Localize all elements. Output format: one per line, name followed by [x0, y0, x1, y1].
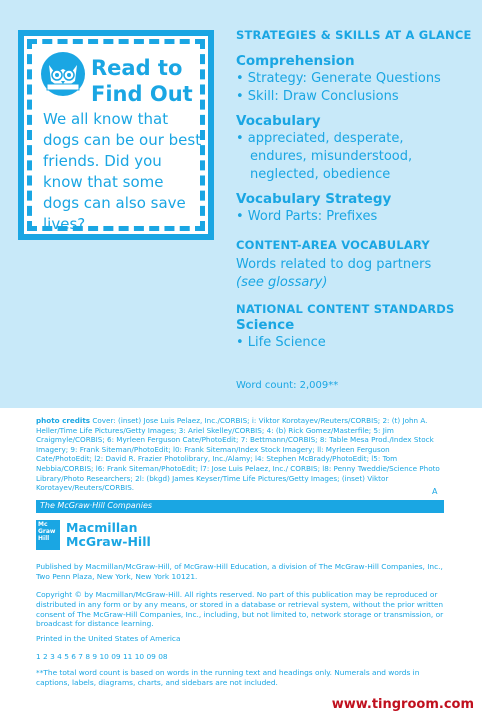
- word-count-note: **The total word count is based on words in the running text and headings only. Numerals and words in captions, labels, diagrams, charts, and sidebars are not included.: [36, 668, 420, 687]
- copyright: Copyright © by Macmillan/McGraw-Hill. All rights reserved. No part of this publication may be reproduced or distributed in any form or by any means, or stored in a database or retrieval system, without the prior written consent of The McGraw-Hill Companies, Inc., including, but not limited to, network storage or transmission, or broadcast for distance learning.: [36, 590, 444, 629]
- credits-label: photo credits: [36, 416, 91, 425]
- printed-in: Printed in the United States of America: [36, 634, 181, 643]
- logo-line2: McGraw-Hill: [66, 534, 151, 549]
- read-to-find-out-card: [18, 30, 214, 240]
- card-title: [91, 55, 193, 107]
- card-inner: [35, 47, 202, 233]
- life-science-item: • Life Science: [236, 335, 326, 350]
- publisher-bar: [36, 500, 444, 513]
- vocab-line1: • appreciated, desperate,: [236, 131, 404, 146]
- comprehension-heading: Comprehension: [236, 53, 355, 69]
- science-heading: Science: [236, 317, 295, 333]
- content-line2: (see glossary): [236, 275, 328, 290]
- publisher-bar-text: The McGraw·Hill Companies: [40, 501, 153, 510]
- standards-heading: NATIONAL CONTENT STANDARDS: [236, 302, 455, 316]
- content-line1: Words related to dog partners: [236, 257, 432, 272]
- letter-a: A: [432, 487, 438, 496]
- card-title-line1: Read to: [91, 56, 183, 80]
- vocab-line2: endures, misunderstood,: [250, 149, 413, 164]
- word-parts-item: • Word Parts: Prefixes: [236, 209, 378, 224]
- vocab-strategy-heading: Vocabulary Strategy: [236, 191, 392, 207]
- site-url: www.tingroom.com: [331, 697, 474, 712]
- published-by: Published by Macmillan/McGraw-Hill, of McGraw-Hill Education, a division of The McGraw-Hill Companies, Inc., Two Penn Plaza, New York, New York 10121.: [36, 562, 443, 581]
- logo-line1: Macmillan: [66, 520, 138, 535]
- vocab-line3: neglected, obedience: [250, 167, 391, 182]
- mcgraw-hill-logo-box: Mc Graw Hill: [36, 520, 60, 550]
- content-vocab-heading: CONTENT-AREA VOCABULARY: [236, 238, 430, 252]
- card-body: We all know that dogs can be our best friends. Did you know that some dogs can also save lives?: [43, 110, 202, 233]
- strategies-column: [236, 28, 476, 352]
- publisher-logo: [36, 520, 151, 550]
- logo-text: [66, 521, 151, 549]
- card-title-line2: Find Out: [91, 82, 193, 106]
- vocabulary-heading: Vocabulary: [236, 113, 321, 129]
- print-numbers: 1 2 3 4 5 6 7 8 9 10 09 11 10 09 08: [36, 652, 168, 661]
- glance-heading: STRATEGIES & SKILLS AT A GLANCE: [236, 28, 472, 42]
- owl-icon: [39, 51, 87, 97]
- strategy-item: • Strategy: Generate Questions: [236, 71, 441, 86]
- credits-text: Cover: (inset) Jose Luis Pelaez, Inc./CORBIS; i: Viktor Korotayev/Reuters/CORBIS; 2: (t) John A. Heller/Time Life Pictures/Getty Images; 3: Ariel Skelley/CORBIS; 4: (b) Rick Gomez/Masterfile; 5: Jim Craigmyle/CORBIS; 6: Myrleen Ferguson Cate/PhotoEdit; 7: Bettmann/CORBIS; 8: Table Mesa Prod./Index Stock Imagery; 9: Frank Siteman/PhotoEdit; l0: Frank Siteman/Index Stock Imagery; ll: Myrleen Ferguson Cate/PhotoEdit; l2: David R. Frazier Photolibrary, Inc./Alamy; l4: Stephen McBrady/PhotoEdit; l5: Tom Nebbia/CORBIS; l6: Frank Siteman/PhotoEdit; l7: Jose Luis Pelaez, Inc./ CORBIS; l8: Penny Tweddie/Science Photo Library/Photo Researchers; 2l: (bkgd) James Keyser/Time Life Pictures/Getty Images; (inset) Viktor Korotayev/Reuters/CORBIS.: [36, 416, 440, 493]
- word-count: Word count: 2,009**: [236, 380, 339, 391]
- skill-item: • Skill: Draw Conclusions: [236, 89, 399, 104]
- photo-credits: [36, 416, 444, 493]
